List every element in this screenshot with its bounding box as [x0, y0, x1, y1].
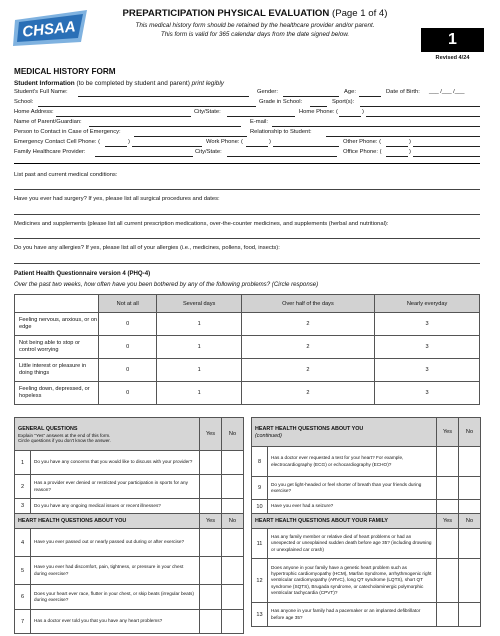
question-text: Have you ever had discomfort, pain, tightness, or pressure in your chest during exercise? — [31, 557, 200, 585]
question-number: 9 — [252, 477, 268, 500]
phq-score-option[interactable]: 0 — [99, 359, 157, 382]
no-checkbox[interactable] — [459, 559, 481, 603]
school-field[interactable] — [38, 106, 256, 107]
no-column-header: No — [459, 514, 481, 529]
other-phone-area[interactable] — [386, 146, 408, 147]
other-phone-field[interactable] — [413, 146, 480, 147]
no-column-header: No — [459, 418, 481, 447]
phq-score-option[interactable]: 3 — [375, 359, 480, 382]
form-row-parent: Name of Parent/Guardian: E-mail: — [14, 119, 480, 128]
conditions-question: List past and current medical conditions: — [14, 172, 118, 178]
emergency-contact-field[interactable] — [134, 136, 247, 137]
form-row-phones: Emergency Contact Cell Phone: ( ) Work Phone: ( ) Other Phone: ( ) — [14, 139, 480, 148]
student-info-heading: Student Information (to be completed by student and parent) print legibly — [14, 80, 224, 87]
form-title: PREPARTICIPATION PHYSICAL EVALUATION (Page 1 of 4) — [122, 8, 388, 19]
office-phone-area[interactable] — [386, 156, 408, 157]
yes-column-header: Yes — [200, 514, 222, 529]
question-text: Have you ever had a seizure? — [268, 500, 437, 514]
office-phone-field[interactable] — [413, 156, 480, 157]
phq-score-option[interactable]: 2 — [241, 336, 374, 359]
chsaa-logo — [11, 8, 91, 48]
no-checkbox[interactable] — [222, 499, 244, 514]
yes-checkbox[interactable] — [437, 447, 459, 477]
revision-label: Revised 4/24 — [435, 55, 470, 61]
phq-header-row — [15, 295, 480, 313]
allergies-question: Do you have any allergies? If yes, please list all of your allergies (i.e., medicines, pollens, food, insects): — [14, 245, 280, 251]
phq-score-option[interactable]: 0 — [99, 336, 157, 359]
grade-field[interactable] — [310, 106, 327, 107]
question-row — [252, 500, 481, 514]
no-checkbox[interactable] — [459, 603, 481, 627]
family-questions-header: HEART HEALTH QUESTIONS ABOUT YOUR FAMILY — [252, 514, 437, 529]
yes-checkbox[interactable] — [200, 475, 222, 499]
question-number: 7 — [15, 610, 31, 634]
question-number: 8 — [252, 447, 268, 477]
question-row — [15, 585, 244, 610]
question-number: 6 — [15, 585, 31, 610]
relationship-field[interactable] — [326, 136, 480, 137]
phq-title: Patient Health Questionnaire version 4 (PHQ-4) — [14, 270, 151, 277]
question-row — [15, 610, 244, 634]
phq-score-option[interactable]: 2 — [241, 313, 374, 336]
question-number: 1 — [15, 451, 31, 475]
email-field[interactable] — [272, 126, 480, 127]
heart-continued-header: HEART HEALTH QUESTIONS ABOUT YOU (continued) — [252, 418, 437, 447]
question-text: Has any family member or relative died of heart problems or had an unexpected or unexplained sudden death before age 35? (including drowning or unexplained car crash) — [268, 529, 437, 559]
phq-row — [15, 313, 480, 336]
sports-field[interactable] — [360, 106, 480, 107]
no-checkbox[interactable] — [459, 500, 481, 514]
phq-instructions: Over the past two weeks, how often have you been bothered by any of the following problems? (Circle response) — [14, 281, 319, 288]
yes-checkbox[interactable] — [200, 557, 222, 585]
yes-checkbox[interactable] — [437, 477, 459, 500]
phq-blank-header — [15, 295, 99, 313]
question-text: Do you have any ongoing medical issues or recent illnesses? — [31, 499, 200, 514]
question-row — [252, 447, 481, 477]
page-number-badge: 1 — [421, 28, 484, 52]
section-title: MEDICAL HISTORY FORM — [14, 67, 116, 76]
phq-row-label: Not being able to stop or control worrying — [15, 336, 99, 359]
home-phone-field[interactable] — [366, 116, 480, 117]
phq-column-header: Over half of the days — [241, 295, 374, 313]
no-checkbox[interactable] — [459, 529, 481, 559]
header-validity-note: This form is valid for 365 calendar days from the date signed below. — [160, 31, 350, 38]
question-row — [252, 477, 481, 500]
phq-score-option[interactable]: 1 — [157, 382, 241, 405]
phq-score-option[interactable]: 3 — [375, 382, 480, 405]
medicines-answer-line[interactable] — [14, 238, 480, 239]
work-phone-area[interactable] — [246, 146, 268, 147]
phq-score-option[interactable]: 2 — [241, 359, 374, 382]
no-checkbox[interactable] — [222, 557, 244, 585]
no-checkbox[interactable] — [222, 529, 244, 557]
question-number: 13 — [252, 603, 268, 627]
question-row — [15, 557, 244, 585]
phq-score-option[interactable]: 0 — [99, 313, 157, 336]
heart-questions-header: HEART HEALTH QUESTIONS ABOUT YOU — [15, 514, 200, 529]
phq-row-label: Feeling down, depressed, or hopeless — [15, 382, 99, 405]
no-checkbox[interactable] — [459, 447, 481, 477]
yes-column-header: Yes — [437, 418, 459, 447]
question-number: 10 — [252, 500, 268, 514]
question-text: Does anyone in your family have a genetic heart problem such as hypertrophic cardiomyopathy (HCM), Marfan Syndrome, arrhythmogenic right ventricular cardiomyopathy (ARVC), long QT syndrome (LQTS), short QT syndrome (SQTS), Brugada syndrome, or catecholaminergic polymorphic ventricular tachycardia (CPVT)? — [268, 559, 437, 603]
yes-checkbox[interactable] — [200, 585, 222, 610]
no-checkbox[interactable] — [222, 585, 244, 610]
home-phone-area[interactable] — [339, 116, 361, 117]
phq-score-option[interactable]: 3 — [375, 336, 480, 359]
question-number: 4 — [15, 529, 31, 557]
phq-row-label: Little interest or pleasure in doing things — [15, 359, 99, 382]
no-checkbox[interactable] — [222, 451, 244, 475]
provider-city-field[interactable] — [227, 156, 337, 157]
no-checkbox[interactable] — [459, 477, 481, 500]
question-number: 3 — [15, 499, 31, 514]
section-divider — [14, 163, 480, 164]
heart-cont-header-row — [252, 418, 481, 447]
full-name-field[interactable] — [78, 96, 249, 97]
question-row — [15, 451, 244, 475]
question-row — [15, 499, 244, 514]
form-row-name: Student's Full Name: Gender: Age: Date of Birth: ___ /___ /___ — [14, 89, 465, 95]
question-row — [252, 559, 481, 603]
phq-score-option[interactable]: 2 — [241, 382, 374, 405]
phq-score-option[interactable]: 3 — [375, 313, 480, 336]
question-text: Has a provider ever denied or restricted your participation in sports for any reason? — [31, 475, 200, 499]
heart-questions-table — [251, 417, 481, 627]
no-column-header: No — [222, 514, 244, 529]
phq-table — [14, 294, 480, 405]
phq-score-option[interactable]: 1 — [157, 336, 241, 359]
general-questions-table — [14, 417, 244, 634]
provider-field[interactable] — [95, 156, 193, 157]
gender-field[interactable] — [283, 96, 339, 97]
general-header-row — [15, 418, 244, 451]
home-address-field[interactable] — [56, 116, 191, 117]
question-row — [15, 529, 244, 557]
phq-column-header: Nearly everyday — [375, 295, 480, 313]
question-number: 2 — [15, 475, 31, 499]
phq-row-label: Feeling nervous, anxious, or on edge — [15, 313, 99, 336]
city-state-field[interactable] — [227, 116, 295, 117]
parent-name-field[interactable] — [89, 126, 241, 127]
form-row-address: Home Address: City/State: Home Phone: ( ) — [14, 109, 480, 118]
question-text: Do you get light-headed or feel shorter of breath than your friends during exercise? — [268, 477, 437, 500]
question-text: Has a doctor ever told you that you have any heart problems? — [31, 610, 200, 634]
emergency-cell-field[interactable] — [132, 146, 202, 147]
conditions-answer-line[interactable] — [14, 189, 480, 190]
no-checkbox[interactable] — [222, 475, 244, 499]
phq-row — [15, 359, 480, 382]
age-field[interactable] — [359, 96, 381, 97]
question-number: 12 — [252, 559, 268, 603]
question-text: Has anyone in your family had a pacemaker or an implanted defibrillator before age 35? — [268, 603, 437, 627]
phq-row — [15, 382, 480, 405]
no-checkbox[interactable] — [222, 610, 244, 634]
phq-column-header: Several days — [157, 295, 241, 313]
question-row — [252, 603, 481, 627]
question-row — [252, 529, 481, 559]
question-text: Have you ever passed out or nearly passed out during or after exercise? — [31, 529, 200, 557]
question-number: 11 — [252, 529, 268, 559]
form-row-provider: Family Healthcare Provider: City/State: Office Phone: ( ) — [14, 149, 480, 158]
svg-text:CHSAA: CHSAA — [21, 18, 77, 41]
family-header-row — [252, 514, 481, 529]
yes-checkbox[interactable] — [200, 499, 222, 514]
allergies-answer-line[interactable] — [14, 263, 480, 264]
yes-checkbox[interactable] — [200, 610, 222, 634]
question-text: Do you have any concerns that you would like to discuss with your provider? — [31, 451, 200, 475]
form-row-emergency: Person to Contact in Case of Emergency: Relationship to Student: — [14, 129, 480, 138]
yes-checkbox[interactable] — [437, 559, 459, 603]
phq-column-header: Not at all — [99, 295, 157, 313]
yes-checkbox[interactable] — [437, 529, 459, 559]
general-questions-header: GENERAL QUESTIONS Explain "Yes" answers at the end of this form. Circle questions if you don't know the answer. — [15, 418, 200, 451]
yes-checkbox[interactable] — [200, 451, 222, 475]
medicines-question: Medicines and supplements (please list all current prescription medications, over-the-counter medicines, and supplements (herbal and nutritional): — [14, 221, 389, 227]
emergency-cell-area[interactable] — [105, 146, 127, 147]
dob-field[interactable]: ___ /___ /___ — [429, 89, 465, 95]
yes-column-header: Yes — [200, 418, 222, 451]
surgery-question: Have you ever had surgery? If yes, please list all surgical procedures and dates: — [14, 196, 220, 202]
work-phone-field[interactable] — [273, 146, 339, 147]
phq-score-option[interactable]: 0 — [99, 382, 157, 405]
header-subtitle: This medical history form should be retained by the healthcare provider and/or parent. — [135, 22, 375, 29]
question-text: Has a doctor ever requested a test for your heart? For example, electrocardiography (ECG) or echocardiography (ECHO)? — [268, 447, 437, 477]
phq-score-option[interactable]: 1 — [157, 359, 241, 382]
question-text: Does your heart ever race, flutter in your chest, or skip beats (irregular beats) during exercise? — [31, 585, 200, 610]
question-row — [15, 475, 244, 499]
form-row-school: School: Grade in School: Sport(s): — [14, 99, 480, 108]
question-number: 5 — [15, 557, 31, 585]
phq-score-option[interactable]: 1 — [157, 313, 241, 336]
no-column-header: No — [222, 418, 244, 451]
surgery-answer-line[interactable] — [14, 214, 480, 215]
yes-checkbox[interactable] — [437, 500, 459, 514]
heart-header-row — [15, 514, 244, 529]
yes-checkbox[interactable] — [437, 603, 459, 627]
phq-row — [15, 336, 480, 359]
yes-checkbox[interactable] — [200, 529, 222, 557]
yes-column-header: Yes — [437, 514, 459, 529]
